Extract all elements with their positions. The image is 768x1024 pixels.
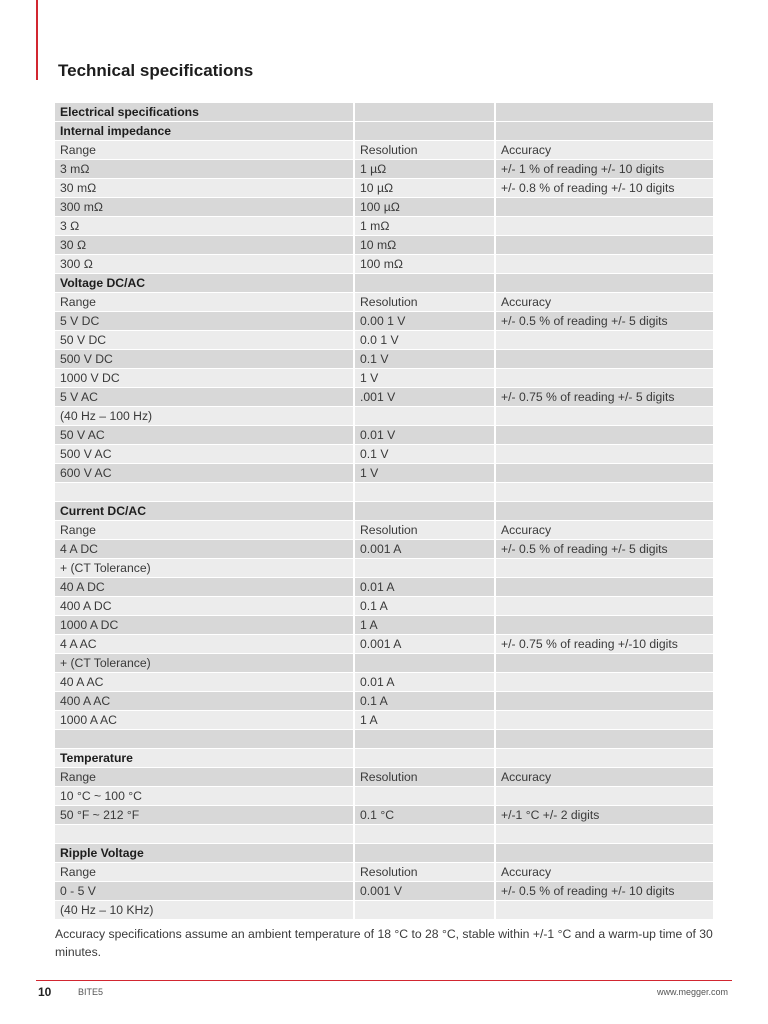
accuracy-cell: Accuracy: [496, 768, 713, 787]
range-cell: Ripple Voltage: [55, 844, 355, 863]
accuracy-cell: [496, 597, 713, 616]
table-row: [55, 160, 713, 179]
table-row: [55, 445, 713, 464]
range-cell: Range: [55, 768, 355, 787]
table-row: [55, 673, 713, 692]
range-cell: 30 mΩ: [55, 179, 355, 198]
accuracy-cell: Accuracy: [496, 863, 713, 882]
resolution-cell: 1 µΩ: [355, 160, 496, 179]
range-cell: 40 A AC: [55, 673, 355, 692]
table-row: [55, 768, 713, 787]
range-cell: 50 °F ~ 212 °F: [55, 806, 355, 825]
range-cell: Current DC/AC: [55, 502, 355, 521]
resolution-cell: 1 A: [355, 711, 496, 730]
resolution-cell: [355, 730, 496, 749]
accuracy-cell: +/- 0.5 % of reading +/- 5 digits: [496, 540, 713, 559]
resolution-cell: 0.001 A: [355, 540, 496, 559]
section-header-row: [55, 274, 713, 293]
range-cell: 30 Ω: [55, 236, 355, 255]
table-row: [55, 426, 713, 445]
resolution-cell: 0.0 1 V: [355, 331, 496, 350]
table-row: [55, 350, 713, 369]
table-row: [55, 369, 713, 388]
accuracy-cell: [496, 274, 713, 293]
table-row: [55, 179, 713, 198]
range-cell: Temperature: [55, 749, 355, 768]
footer-divider: [36, 980, 732, 981]
resolution-cell: [355, 654, 496, 673]
range-cell: (40 Hz – 10 KHz): [55, 901, 355, 920]
resolution-cell: 0.1 °C: [355, 806, 496, 825]
table-row: [55, 882, 713, 901]
range-cell: 50 V DC: [55, 331, 355, 350]
accuracy-cell: [496, 502, 713, 521]
resolution-cell: 0.1 V: [355, 445, 496, 464]
range-cell: 1000 V DC: [55, 369, 355, 388]
accuracy-cell: [496, 236, 713, 255]
resolution-cell: 1 mΩ: [355, 217, 496, 236]
resolution-cell: 0.1 V: [355, 350, 496, 369]
range-cell: 300 Ω: [55, 255, 355, 274]
resolution-cell: 0.1 A: [355, 597, 496, 616]
table-row: [55, 141, 713, 160]
range-cell: Internal impedance: [55, 122, 355, 141]
accuracy-cell: [496, 122, 713, 141]
accuracy-cell: [496, 103, 713, 122]
table-row: [55, 331, 713, 350]
resolution-cell: Resolution: [355, 863, 496, 882]
table-row: [55, 464, 713, 483]
range-cell: 5 V AC: [55, 388, 355, 407]
resolution-cell: 0.01 V: [355, 426, 496, 445]
range-cell: 4 A AC: [55, 635, 355, 654]
range-cell: 1000 A AC: [55, 711, 355, 730]
resolution-cell: Resolution: [355, 768, 496, 787]
table-row: [55, 388, 713, 407]
range-cell: 5 V DC: [55, 312, 355, 331]
range-cell: 40 A DC: [55, 578, 355, 597]
page-title: Technical specifications: [58, 61, 254, 80]
table-row: [55, 540, 713, 559]
accuracy-cell: [496, 198, 713, 217]
accuracy-cell: [496, 711, 713, 730]
accuracy-cell: [496, 673, 713, 692]
accuracy-cell: +/- 1 % of reading +/- 10 digits: [496, 160, 713, 179]
accuracy-cell: [496, 331, 713, 350]
section-header-row: [55, 502, 713, 521]
table-row: [55, 198, 713, 217]
range-cell: [55, 483, 355, 502]
table-row: [55, 312, 713, 331]
table-row: [55, 255, 713, 274]
accuracy-cell: [496, 901, 713, 920]
range-cell: Range: [55, 521, 355, 540]
resolution-cell: [355, 103, 496, 122]
resolution-cell: 100 µΩ: [355, 198, 496, 217]
accuracy-cell: [496, 616, 713, 635]
resolution-cell: 0.001 A: [355, 635, 496, 654]
accuracy-cell: Accuracy: [496, 293, 713, 312]
resolution-cell: 0.1 A: [355, 692, 496, 711]
accuracy-cell: [496, 350, 713, 369]
range-cell: Electrical specifications: [55, 103, 355, 122]
range-cell: Range: [55, 293, 355, 312]
resolution-cell: 100 mΩ: [355, 255, 496, 274]
resolution-cell: .001 V: [355, 388, 496, 407]
resolution-cell: Resolution: [355, 141, 496, 160]
range-cell: [55, 730, 355, 749]
resolution-cell: 10 µΩ: [355, 179, 496, 198]
document-name: BITE5: [78, 987, 104, 997]
accuracy-cell: [496, 483, 713, 502]
table-row: [55, 692, 713, 711]
accent-bar: [36, 0, 38, 80]
section-header-row: [55, 103, 713, 122]
table-row: [55, 616, 713, 635]
range-cell: 50 V AC: [55, 426, 355, 445]
range-cell: 3 mΩ: [55, 160, 355, 179]
range-cell: + (CT Tolerance): [55, 654, 355, 673]
range-cell: 400 A AC: [55, 692, 355, 711]
range-cell: 500 V AC: [55, 445, 355, 464]
accuracy-cell: +/- 0.75 % of reading +/-10 digits: [496, 635, 713, 654]
accuracy-cell: +/- 0.8 % of reading +/- 10 digits: [496, 179, 713, 198]
range-cell: Range: [55, 863, 355, 882]
accuracy-cell: [496, 464, 713, 483]
table-row: [55, 806, 713, 825]
range-cell: 600 V AC: [55, 464, 355, 483]
accuracy-cell: [496, 255, 713, 274]
accuracy-cell: +/-1 °C +/- 2 digits: [496, 806, 713, 825]
range-cell: [55, 825, 355, 844]
resolution-cell: [355, 502, 496, 521]
range-cell: 4 A DC: [55, 540, 355, 559]
website-url[interactable]: www.megger.com: [656, 987, 728, 997]
spacer-row: [55, 825, 713, 844]
resolution-cell: 10 mΩ: [355, 236, 496, 255]
range-cell: 500 V DC: [55, 350, 355, 369]
accuracy-cell: [496, 426, 713, 445]
resolution-cell: Resolution: [355, 293, 496, 312]
page-number: 10: [38, 985, 52, 999]
range-cell: 300 mΩ: [55, 198, 355, 217]
spec-table: [55, 103, 713, 920]
range-cell: 10 °C ~ 100 °C: [55, 787, 355, 806]
resolution-cell: [355, 825, 496, 844]
range-cell: Voltage DC/AC: [55, 274, 355, 293]
range-cell: (40 Hz – 100 Hz): [55, 407, 355, 426]
accuracy-cell: Accuracy: [496, 521, 713, 540]
accuracy-cell: [496, 217, 713, 236]
resolution-cell: Resolution: [355, 521, 496, 540]
table-row: [55, 293, 713, 312]
resolution-cell: [355, 559, 496, 578]
table-row: [55, 521, 713, 540]
accuracy-cell: +/- 0.5 % of reading +/- 10 digits: [496, 882, 713, 901]
accuracy-cell: [496, 369, 713, 388]
accuracy-cell: [496, 825, 713, 844]
resolution-cell: 0.001 V: [355, 882, 496, 901]
accuracy-cell: [496, 445, 713, 464]
section-header-row: [55, 122, 713, 141]
range-cell: 3 Ω: [55, 217, 355, 236]
resolution-cell: 0.01 A: [355, 578, 496, 597]
resolution-cell: 1 V: [355, 464, 496, 483]
accuracy-cell: +/- 0.5 % of reading +/- 5 digits: [496, 312, 713, 331]
resolution-cell: [355, 483, 496, 502]
accuracy-cell: [496, 692, 713, 711]
resolution-cell: 1 A: [355, 616, 496, 635]
accuracy-cell: [496, 787, 713, 806]
range-cell: 1000 A DC: [55, 616, 355, 635]
table-row: [55, 597, 713, 616]
accuracy-cell: Accuracy: [496, 141, 713, 160]
table-row: [55, 654, 713, 673]
accuracy-cell: [496, 407, 713, 426]
resolution-cell: [355, 407, 496, 426]
resolution-cell: [355, 901, 496, 920]
resolution-cell: [355, 122, 496, 141]
resolution-cell: 0.01 A: [355, 673, 496, 692]
resolution-cell: 0.00 1 V: [355, 312, 496, 331]
table-row: [55, 236, 713, 255]
table-row: [55, 559, 713, 578]
resolution-cell: [355, 274, 496, 293]
range-cell: 400 A DC: [55, 597, 355, 616]
accuracy-cell: [496, 578, 713, 597]
range-cell: + (CT Tolerance): [55, 559, 355, 578]
resolution-cell: 1 V: [355, 369, 496, 388]
resolution-cell: [355, 787, 496, 806]
spacer-row: [55, 730, 713, 749]
accuracy-cell: +/- 0.75 % of reading +/- 5 digits: [496, 388, 713, 407]
spacer-row: [55, 483, 713, 502]
section-header-row: [55, 749, 713, 768]
accuracy-cell: [496, 730, 713, 749]
accuracy-note: Accuracy specifications assume an ambient temperature of 18 °C to 28 °C, stable within +/-1 °C and a warm-up time of 30 minutes.: [55, 927, 713, 959]
table-row: [55, 578, 713, 597]
table-row: [55, 901, 713, 920]
accuracy-cell: [496, 844, 713, 863]
accuracy-cell: [496, 654, 713, 673]
accuracy-cell: [496, 749, 713, 768]
range-cell: 0 - 5 V: [55, 882, 355, 901]
table-row: [55, 787, 713, 806]
table-row: [55, 635, 713, 654]
table-row: [55, 407, 713, 426]
range-cell: Range: [55, 141, 355, 160]
resolution-cell: [355, 749, 496, 768]
table-row: [55, 863, 713, 882]
resolution-cell: [355, 844, 496, 863]
section-header-row: [55, 844, 713, 863]
accuracy-cell: [496, 559, 713, 578]
table-row: [55, 217, 713, 236]
table-row: [55, 711, 713, 730]
